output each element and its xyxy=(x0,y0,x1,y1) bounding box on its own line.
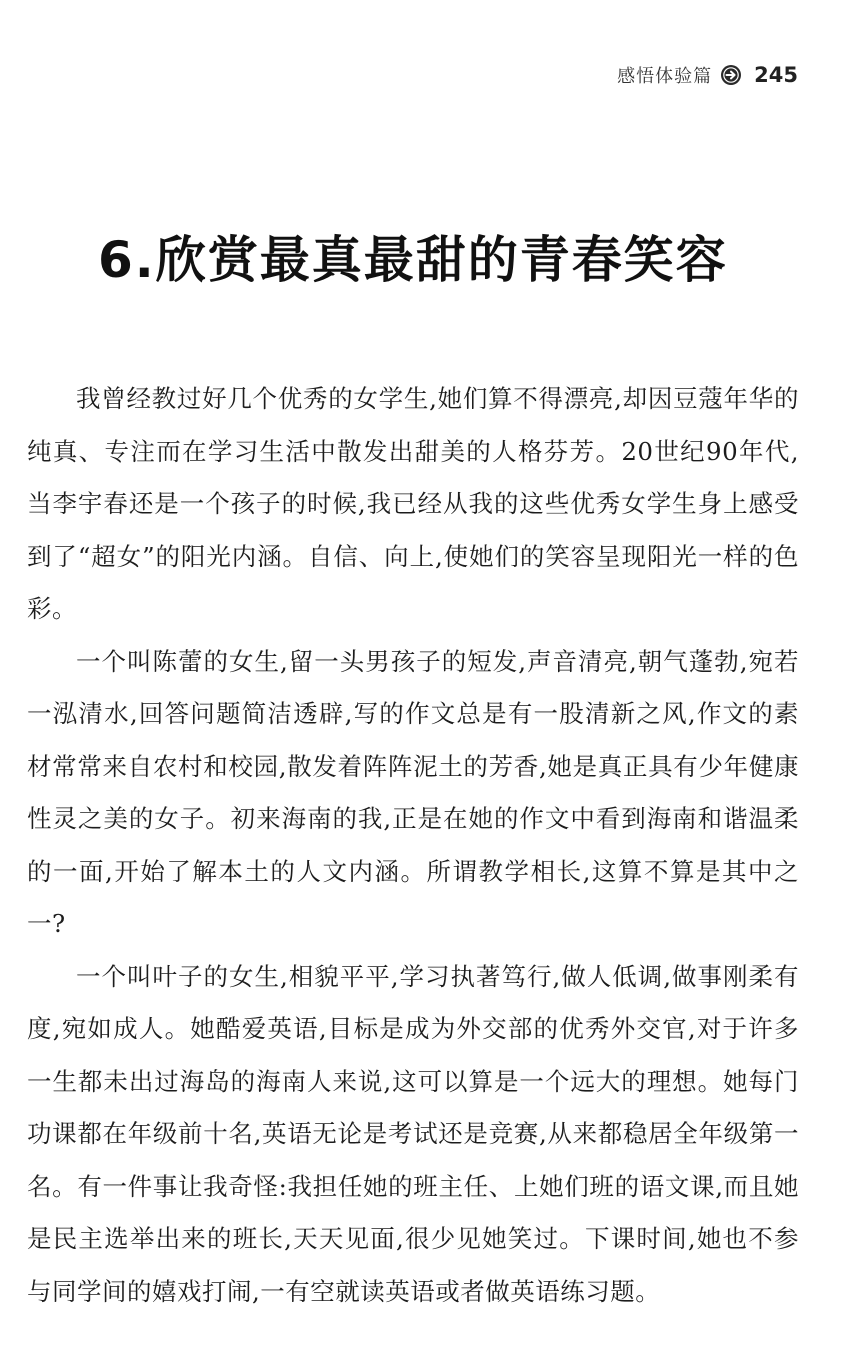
paragraph: 一个叫陈蕾的女生,留一头男孩子的短发,声音清亮,朝气蓬勃,宛若一泓清水,回答问题简洁透辟,写的作文总是有一股清新之风,作文的素材常常来自农村和校园,散发着阵阵泥土的芳香,她是真正具有少年健康性灵之美的女子。初来海南的我,正是在她的作文中看到海南和谐温柔的一面,开始了解本土的人文内涵。所谓教学相长,这算不算是其中之一? xyxy=(27,646,799,938)
body-text xyxy=(27,373,799,1318)
page-number: 245 xyxy=(754,63,798,87)
running-header xyxy=(617,62,798,88)
circled-arrow-right-icon xyxy=(720,64,742,86)
section-name: 感悟体验篇 xyxy=(617,66,713,87)
paragraph: 一个叫叶子的女生,相貌平平,学习执著笃行,做人低调,做事刚柔有度,宛如成人。她酷爱英语,目标是成为外交部的优秀外交官,对于许多一生都未出过海岛的海南人来说,这可以算是一个远大的理想。她每门功课都在年级前十名,英语无论是考试还是竞赛,从来都稳居全年级第一名。有一件事让我奇怪:我担任她的班主任、上她们班的语文课,而且她是民主选举出来的班长,天天见面,很少见她笑过。下课时间,她也不参与同学间的嬉戏打闹,一有空就读英语或者做英语练习题。 xyxy=(27,961,799,1306)
chapter-title: 6.欣赏最真最甜的青春笑容 xyxy=(98,231,728,289)
paragraph: 我曾经教过好几个优秀的女学生,她们算不得漂亮,却因豆蔻年华的纯真、专注而在学习生活中散发出甜美的人格芬芳。20世纪90年代,当李宇春还是一个孩子的时候,我已经从我的这些优秀女学生身上感受到了“超女”的阳光内涵。自信、向上,使她们的笑容呈现阳光一样的色彩。 xyxy=(27,384,799,623)
